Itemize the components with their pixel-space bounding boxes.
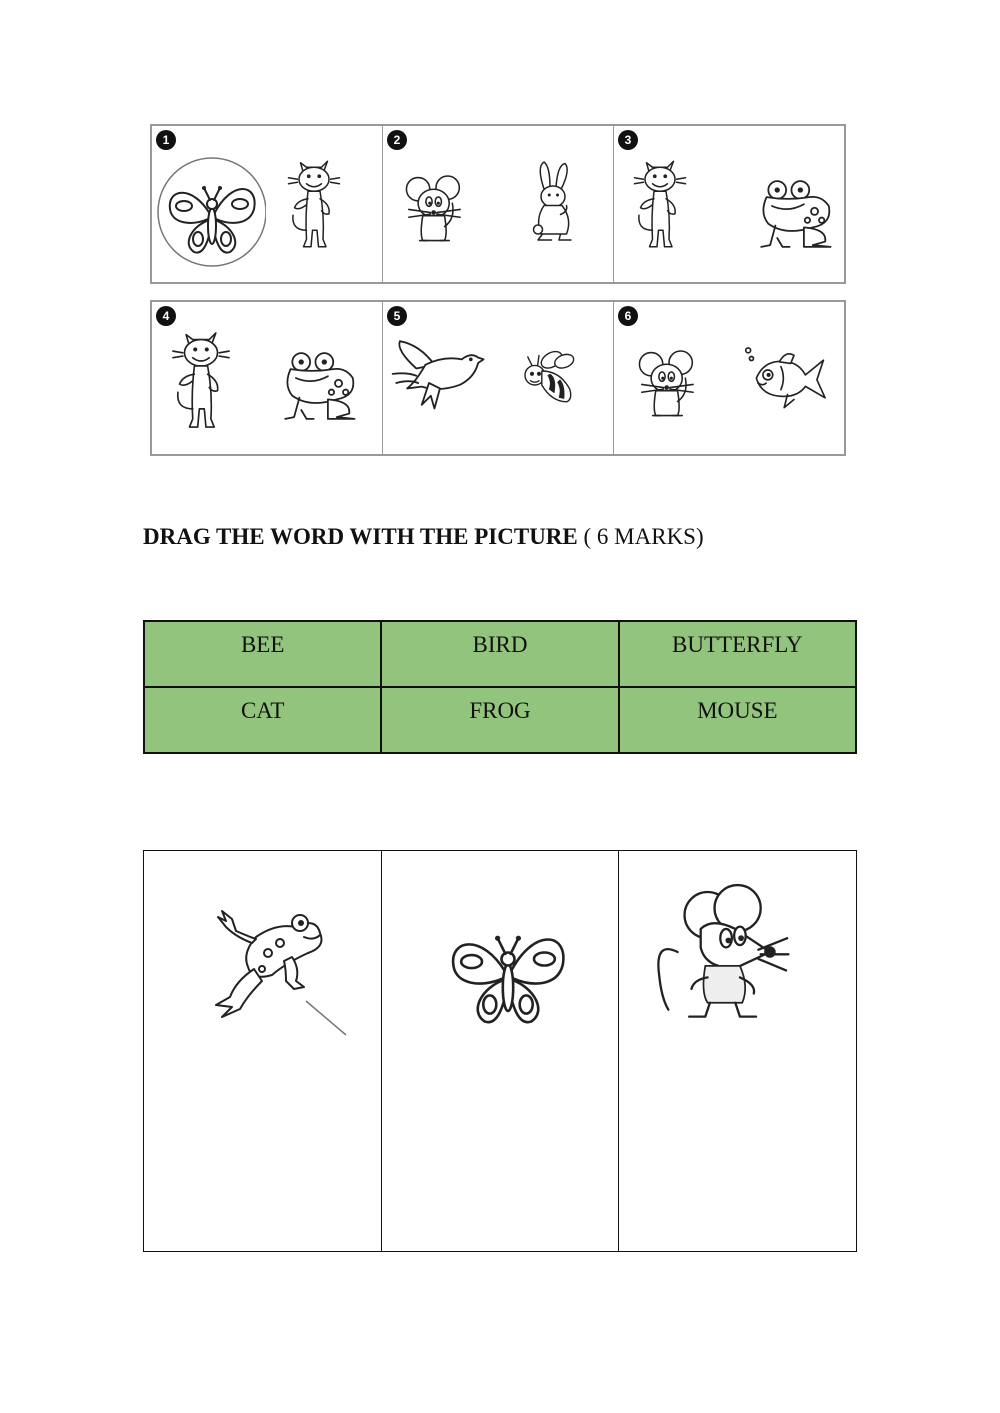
drop-target-table [143,850,857,1252]
panel-number-badge: 3 [618,130,638,150]
instruction-heading [143,524,704,550]
drop-cell-frog [144,851,382,1252]
cat-icon [168,320,234,440]
mouse-icon [401,168,471,254]
picture-strip-bottom [150,300,846,456]
word-tile-bird[interactable]: BIRD [381,621,618,687]
word-tile-frog[interactable]: FROG [381,687,618,753]
fish-icon [740,342,830,416]
word-tile-mouse[interactable]: MOUSE [619,687,856,753]
panel-number-badge: 1 [156,130,176,150]
picture-panel-5 [383,302,614,454]
frog-icon [750,174,840,254]
drop-zone[interactable] [627,1051,848,1243]
bird-icon [389,332,489,414]
picture-panel-6 [614,302,844,454]
frog-icon [196,897,356,1037]
drop-cell-butterfly [381,851,619,1252]
panel-number-badge: 6 [618,306,638,326]
mouse-icon [643,877,793,1027]
panel-number-badge: 4 [156,306,176,326]
instruction-bold-text: DRAG THE WORD WITH THE PICTURE [143,524,578,549]
drop-zone[interactable] [152,1051,373,1243]
rabbit-icon [523,154,583,254]
frog-icon [274,346,364,426]
picture-panel-1 [152,126,383,282]
word-tile-cat[interactable]: CAT [144,687,381,753]
word-tile-bee[interactable]: BEE [144,621,381,687]
picture-strip-top [150,124,846,284]
picture-panel-4 [152,302,383,454]
word-bank-table [143,620,857,754]
butterfly-icon [438,907,578,1037]
cat-icon [284,144,344,264]
panel-number-badge: 2 [387,130,407,150]
picture-panel-3 [614,126,844,282]
picture-panel-2 [383,126,614,282]
drop-cell-mouse [619,851,857,1252]
drop-zone[interactable] [390,1051,611,1243]
panel-number-badge: 5 [387,306,407,326]
mouse-icon [634,344,704,428]
instruction-marks-text: ( 6 MARKS) [577,524,704,549]
cat-icon [630,144,690,264]
bee-icon [511,340,581,416]
word-tile-butterfly[interactable]: BUTTERFLY [619,621,856,687]
butterfly-icon [156,152,266,270]
